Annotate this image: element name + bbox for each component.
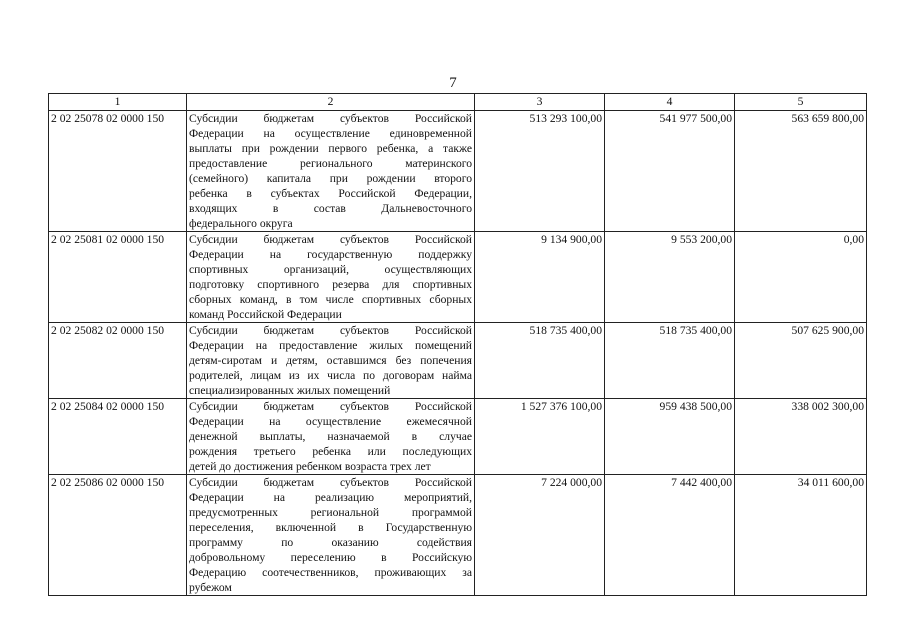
amount-year-1: 1 527 376 100,00 [475,399,605,475]
description-line: команд Российской Федерации [189,308,342,321]
amount-year-2: 9 553 200,00 [605,232,735,323]
description-line: Федерации на осуществление единовременной [189,127,472,140]
header-col-4: 4 [605,94,735,111]
amount-year-3: 0,00 [735,232,867,323]
description-line: Субсидии бюджетам субъектов Российской [189,112,472,125]
revenue-description [187,232,475,323]
description-line: специализированных жилых помещений [189,384,391,397]
description-line: Федерации на реализацию мероприятий, [189,491,472,504]
table-row [49,111,867,232]
revenue-description [187,399,475,475]
amount-year-3: 34 011 600,00 [735,475,867,596]
description-line: детей до достижения ребенком возраста трех лет [189,460,431,473]
header-col-1: 1 [49,94,187,111]
description-line: Субсидии бюджетам субъектов Российской [189,324,472,337]
description-line: денежной выплаты, назначаемой в случае [189,430,472,443]
description-line: добровольному переселению в Российскую [189,551,472,564]
description-line: родителей, лицам из их числа по договорам найма [189,369,472,382]
revenue-description [187,323,475,399]
revenue-code: 2 02 25081 02 0000 150 [49,232,187,323]
description-line: подготовку спортивного резерва для спортивных [189,278,472,291]
table-row [49,399,867,475]
header-col-2: 2 [187,94,475,111]
revenue-code: 2 02 25082 02 0000 150 [49,323,187,399]
description-line: переселения, включенной в Государственную [189,521,472,534]
amount-year-1: 513 293 100,00 [475,111,605,232]
header-col-3: 3 [475,94,605,111]
description-line: Федерации на осуществление ежемесячной [189,415,472,428]
revenue-description [187,475,475,596]
description-line: спортивных организаций, осуществляющих [189,263,472,276]
budget-table [48,93,867,596]
description-line: Субсидии бюджетам субъектов Российской [189,233,472,246]
description-line: Федерацию соотечественников, проживающих за [189,566,472,579]
description-line: предоставление регионального материнского [189,157,472,170]
description-line: рождения третьего ребенка или последующих [189,445,472,458]
description-line: входящих в состав Дальневосточного [189,202,472,215]
description-line: Субсидии бюджетам субъектов Российской [189,476,472,489]
revenue-code: 2 02 25084 02 0000 150 [49,399,187,475]
description-line: детям-сиротам и детям, оставшимся без попечения [189,354,472,367]
amount-year-3: 507 625 900,00 [735,323,867,399]
header-col-5: 5 [735,94,867,111]
description-line: предусмотренных региональной программой [189,506,472,519]
description-line: рубежом [189,581,232,594]
page-number: 7 [449,75,457,91]
table-row [49,232,867,323]
description-line: Субсидии бюджетам субъектов Российской [189,400,472,413]
amount-year-1: 9 134 900,00 [475,232,605,323]
description-line: ребенка в субъектах Российской Федерации, [189,187,472,200]
description-line: федерального округа [189,217,293,230]
table-body [49,111,867,596]
amount-year-2: 959 438 500,00 [605,399,735,475]
revenue-code: 2 02 25086 02 0000 150 [49,475,187,596]
header-row [49,94,867,111]
amount-year-2: 518 735 400,00 [605,323,735,399]
revenue-code: 2 02 25078 02 0000 150 [49,111,187,232]
description-line: сборных команд, в том числе спортивных сборных [189,293,472,306]
amount-year-2: 541 977 500,00 [605,111,735,232]
description-line: (семейного) капитала при рождении второго [189,172,472,185]
table-row [49,323,867,399]
amount-year-1: 7 224 000,00 [475,475,605,596]
revenue-description [187,111,475,232]
description-line: программу по оказанию содействия [189,536,472,549]
description-line: Федерации на предоставление жилых помещений [189,339,472,352]
amount-year-1: 518 735 400,00 [475,323,605,399]
amount-year-2: 7 442 400,00 [605,475,735,596]
description-line: Федерации на государственную поддержку [189,248,472,261]
description-line: выплаты при рождении первого ребенка, а также [189,142,472,155]
amount-year-3: 338 002 300,00 [735,399,867,475]
table-row [49,475,867,596]
amount-year-3: 563 659 800,00 [735,111,867,232]
